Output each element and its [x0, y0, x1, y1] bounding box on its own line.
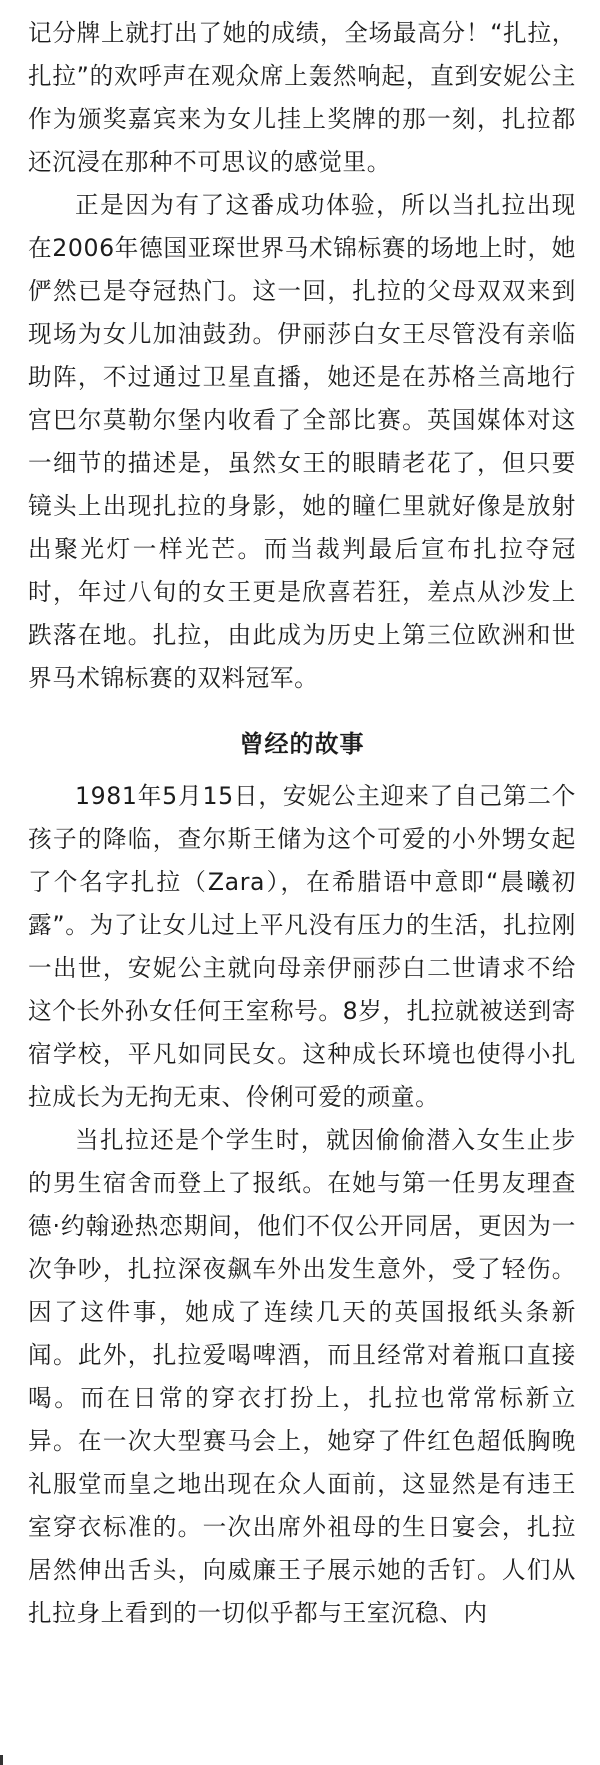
article-paragraph-continued: 记分牌上就打出了她的成绩，全场最高分！“扎拉，扎拉”的欢呼声在观众席上轰然响起，直到安妮公主作为颁奖嘉宾来为女儿挂上奖牌的那一刻，扎拉都还沉浸在那种不可思议的感觉里。 [28, 19, 576, 176]
article-page [28, 12, 576, 1635]
article-paragraph: 1981年5月15日，安妮公主迎来了自己第二个孩子的降临，查尔斯王储为这个可爱的小外甥女起了个名字扎拉（Zara），在希腊语中意即“晨曦初露”。为了让女儿过上平凡没有压力的生活，扎拉刚一出世，安妮公主就向母亲伊丽莎白二世请求不给这个长外孙女任何王室称号。8岁，扎拉就被送到寄宿学校，平凡如同民女。这种成长环境也使得小扎拉成长为无拘无束、伶俐可爱的顽童。 [28, 782, 576, 1111]
page-edge-mark [0, 1755, 3, 1765]
article-paragraph: 当扎拉还是个学生时，就因偷偷潜入女生止步的男生宿舍而登上了报纸。在她与第一任男友理查德·约翰逊热恋期间，他们不仅公开同居，更因为一次争吵，扎拉深夜飙车外出发生意外，受了轻伤。因了这件事，她成了连续几天的英国报纸头条新闻。此外，扎拉爱喝啤酒，而且经常对着瓶口直接喝。而在日常的穿衣打扮上，扎拉也常常标新立异。在一次大型赛马会上，她穿了件红色超低胸晚礼服堂而皇之地出现在众人面前，这显然是有违王室穿衣标准的。一次出席外祖母的生日宴会，扎拉居然伸出舌头，向威廉王子展示她的舌钉。人们从扎拉身上看到的一切似乎都与王室沉稳、内 [28, 1126, 576, 1627]
article-paragraph: 正是因为有了这番成功体验，所以当扎拉出现在2006年德国亚琛世界马术锦标赛的场地上时，她俨然已是夺冠热门。这一回，扎拉的父母双双来到现场为女儿加油鼓劲。伊丽莎白女王尽管没有亲临助阵，不过通过卫星直播，她还是在苏格兰高地行宫巴尔莫勒尔堡内收看了全部比赛。英国媒体对这一细节的描述是，虽然女王的眼睛老花了，但只要镜头上出现扎拉的身影，她的瞳仁里就好像是放射出聚光灯一样光芒。而当裁判最后宣布扎拉夺冠时，年过八旬的女王更是欣喜若狂，差点从沙发上跌落在地。扎拉，由此成为历史上第三位欧洲和世界马术锦标赛的双料冠军。 [28, 191, 576, 692]
section-heading: 曾经的故事 [239, 730, 365, 758]
